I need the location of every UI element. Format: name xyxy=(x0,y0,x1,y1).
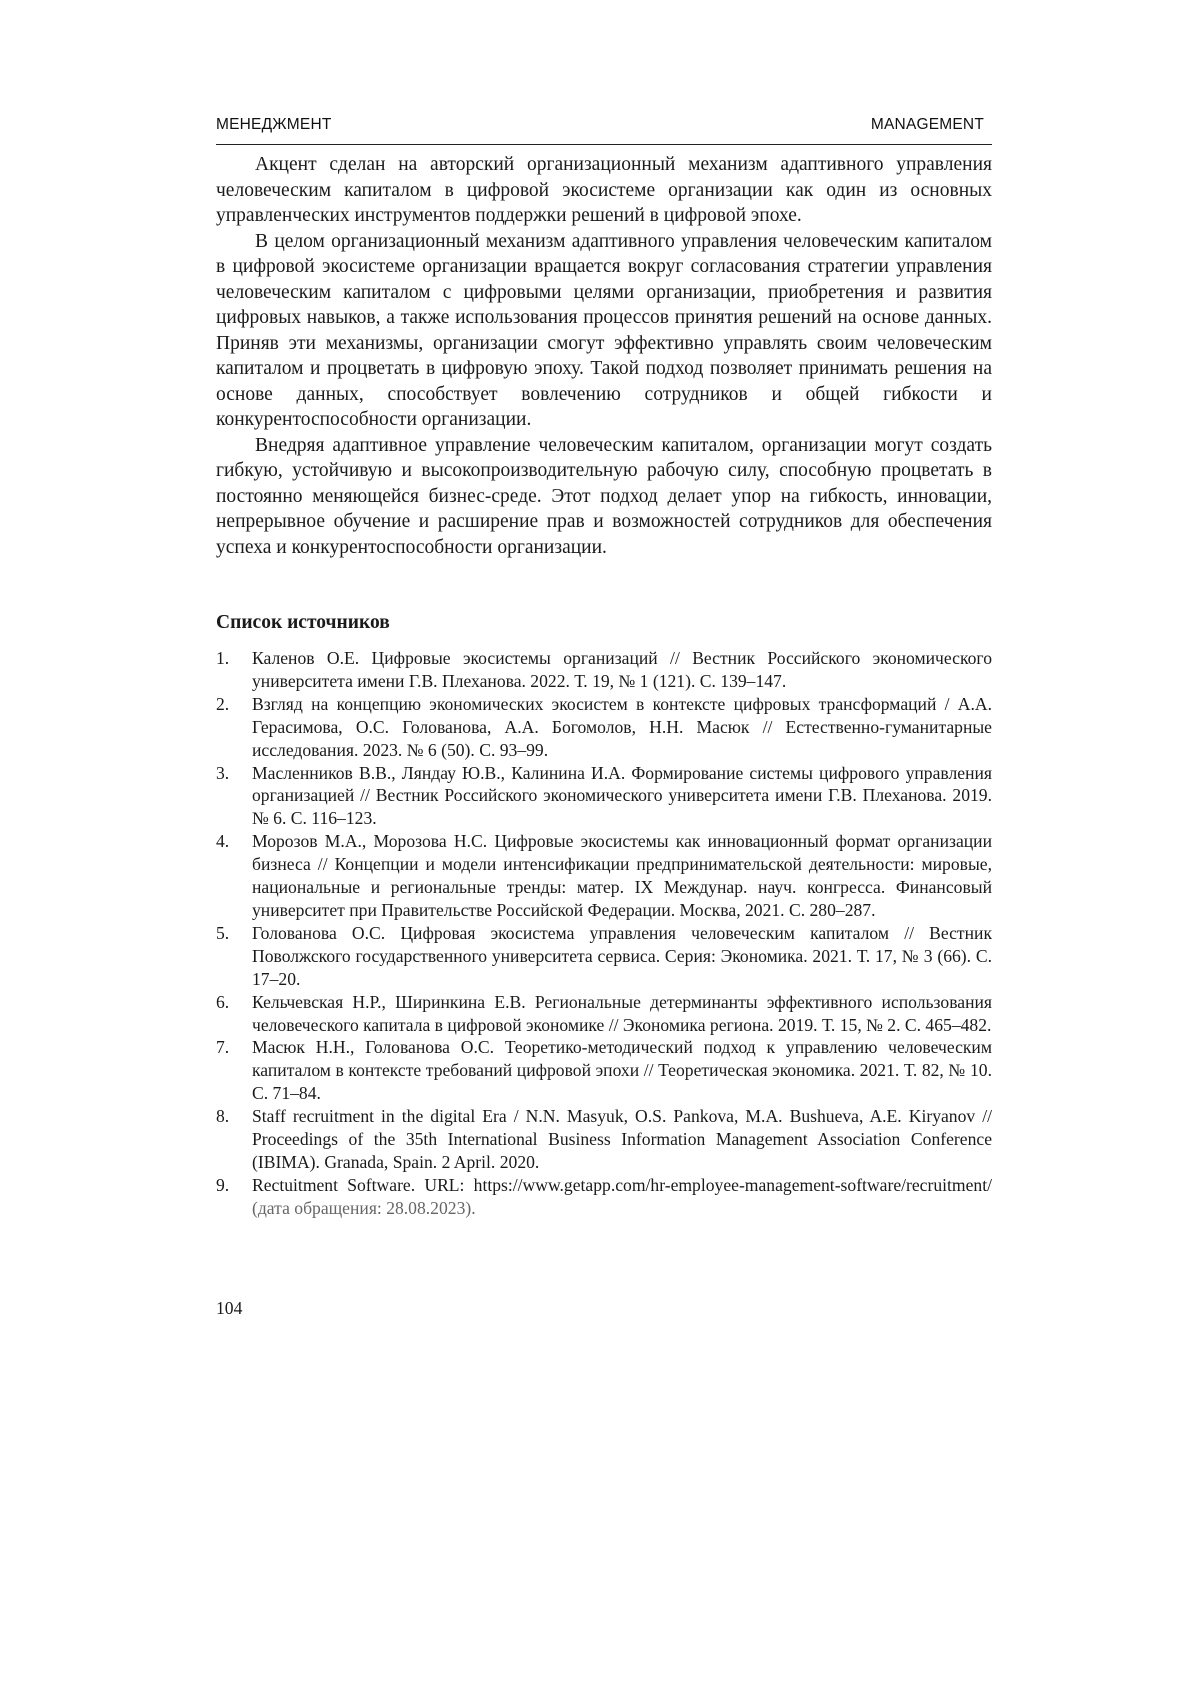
reference-item xyxy=(216,1105,992,1174)
reference-text: Каленов О.Е. Цифровые экосистемы организаций // Вестник Российского экономического университета имени Г.В. Плеханова. 2022. Т. 19, № 1 (121). С. 139–147. xyxy=(252,648,992,691)
reference-text: Взгляд на концепцию экономических экосистем в контексте цифровых трансформаций / А.А. Герасимова, О.С. Голованова, А.А. Богомолов, Н.Н. Масюк // Естественно-гуманитарные исследования. 2023. № 6 (50). С. 93–99. xyxy=(252,693,992,760)
references-list xyxy=(216,647,992,1220)
body-paragraph: Внедряя адаптивное управление человеческим капиталом, организации могут создать гибкую, устойчивую и высокопроизводительную рабочую силу, способную процветать в постоянно меняющейся бизнес-среде. Этот подход делает упор на гибкость, инновации, непрерывное обучение и расширение прав и возможностей сотрудников для обеспечения успеха и конкурентоспособности организации. xyxy=(216,434,992,558)
reference-item xyxy=(216,991,992,1037)
reference-number: 3. xyxy=(216,762,230,783)
running-header xyxy=(216,112,992,145)
body-paragraph: Акцент сделан на авторский организационный механизм адаптивного управления человеческим капиталом в цифровой экосистеме организации как один из основных управленческих инструментов поддержки решений в цифровой эпохе. xyxy=(216,154,992,226)
reference-access-date: (дата обращения: 28.08.2023). xyxy=(252,1197,476,1218)
reference-text: Кельчевская Н.Р., Ширинкина Е.В. Региональные детерминанты эффективного использования человеческого капитала в цифровой экономике // Экономика региона. 2019. Т. 15, № 2. С. 465–482. xyxy=(252,991,992,1035)
reference-text: Масленников В.В., Ляндау Ю.В., Калинина И.А. Формирование системы цифрового управления организацией // Вестник Российского экономического университета имени Г.В. Плеханова. 2019. № 6. С. 116–123. xyxy=(252,762,992,829)
reference-number: 8. xyxy=(216,1106,230,1127)
reference-number: 7. xyxy=(216,1037,230,1058)
reference-text: Масюк Н.Н., Голованова О.С. Теоретико-методический подход к управлению человеческим капиталом в контексте требований цифровой эпохи // Теоретическая экономика. 2021. Т. 82, № 10. С. 71–84. xyxy=(252,1037,992,1104)
reference-url-text[interactable]: Rectuitment Software. URL: https://www.getapp.com/hr-employee-management-software/recruitment/ xyxy=(252,1174,992,1195)
reference-item xyxy=(216,922,992,991)
reference-text xyxy=(252,1174,992,1220)
running-header-right: MANAGEMENT xyxy=(870,116,984,133)
reference-text: Голованова О.С. Цифровая экосистема управления человеческим капиталом // Вестник Поволжского государственного университета сервиса. Серия: Экономика. 2021. Т. 17, № 3 (66). С. 17–20. xyxy=(252,922,992,989)
body-text xyxy=(216,152,992,560)
reference-text: Staff recruitment in the digital Era / N.N. Masyuk, O.S. Pankova, M.A. Bushueva, A.E. Kiryanov // Proceedings of the 35th International Business Information Management Association Conference (IBIMA). Granada, Spain. 2 April. 2020. xyxy=(252,1106,992,1172)
running-header-left: МЕНЕДЖМЕНТ xyxy=(216,116,332,133)
reference-item xyxy=(216,647,992,693)
reference-number: 6. xyxy=(216,991,230,1012)
reference-item xyxy=(216,1036,992,1105)
reference-number: 1. xyxy=(216,648,230,668)
reference-item xyxy=(216,830,992,922)
reference-number: 4. xyxy=(216,831,230,852)
references-heading: Список источников xyxy=(216,612,390,633)
reference-item xyxy=(216,1174,992,1220)
reference-number: 5. xyxy=(216,922,230,943)
reference-item xyxy=(216,693,992,762)
reference-text: Морозов М.А., Морозова Н.С. Цифровые экосистемы как инновационный формат организации бизнеса // Концепции и модели интенсификации предпринимательской деятельности: мировые, национальные и региональные тренды: матер. IX Междунар. науч. конгресса. Финансовый университет при Правительстве Российской Федерации. Москва, 2021. С. 280–287. xyxy=(252,831,992,920)
body-paragraph: В целом организационный механизм адаптивного управления человеческим капиталом в цифровой экосистеме организации вращается вокруг согласования стратегии управления человеческим капиталом с цифровыми целями организации, приобретения и развития цифровых навыков, а также использования процессов принятия решений на основе данных. Приняв эти механизмы, организации смогут эффективно управлять своим человеческим капиталом и процветать в цифровую эпоху. Такой подход позволяет принимать решения на основе данных, способствует вовлечению сотрудников и общей гибкости и конкурентоспособности организации. xyxy=(216,230,992,430)
page-number: 104 xyxy=(216,1298,243,1318)
reference-item xyxy=(216,762,992,831)
reference-number: 2. xyxy=(216,693,230,714)
reference-number: 9. xyxy=(216,1174,230,1195)
